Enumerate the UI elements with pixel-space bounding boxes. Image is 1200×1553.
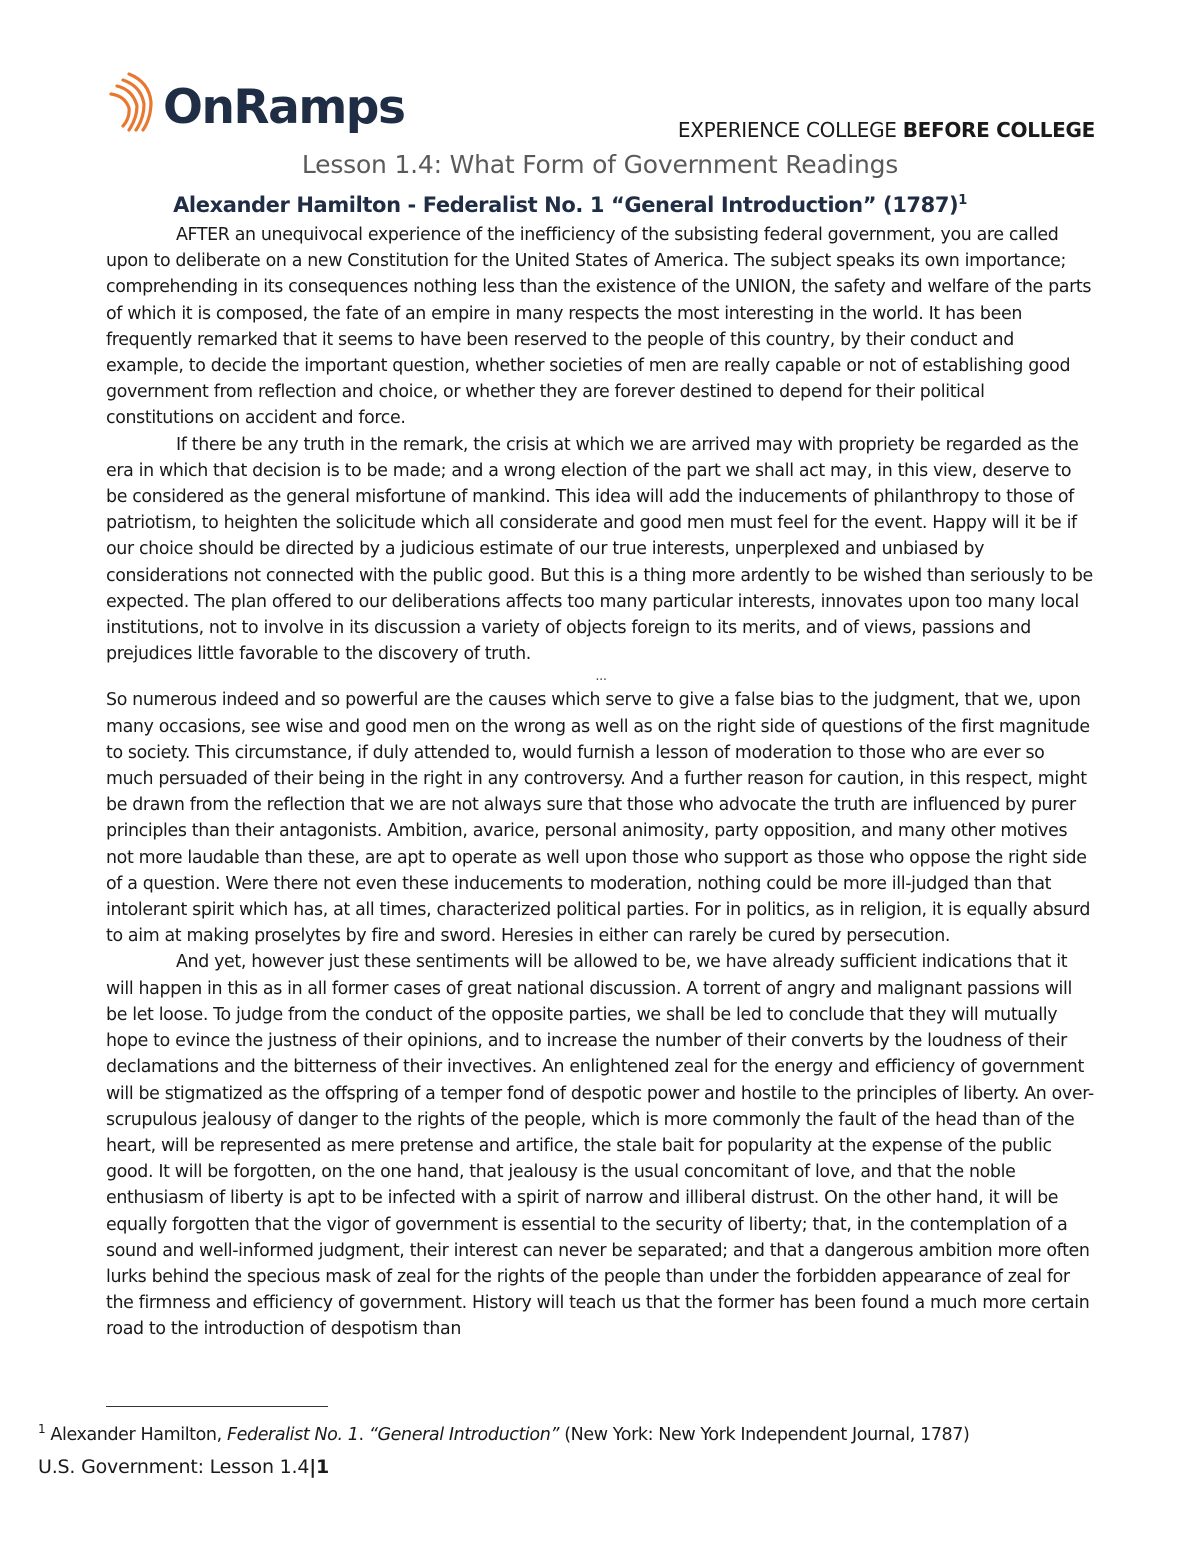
omission-ellipsis: ... (595, 669, 607, 685)
footnote-number: 1 (38, 1422, 46, 1436)
footnote-divider (106, 1406, 328, 1407)
tagline-normal: EXPERIENCE COLLEGE (677, 118, 903, 142)
paragraph: AFTER an unequivocal experience of the inefficiency of the subsisting federal government, you are called upon to deliberate on a new Constitution for the United States of America. The subject speaks its own importance; comprehending in its consequences nothing less than the existence of the UNION, the safety and welfare of the parts of which it is composed, the fate of an empire in many respects the most interesting in the world. It has been frequently remarked that it seems to have been reserved to the people of this country, by their conduct and example, to decide the important question, whether societies of men are really capable or not of establishing good government from reflection and choice, or whether they are forever destined to depend for their political constitutions on accident and force. (106, 225, 1092, 429)
footnote-publication: (New York: New York Independent Journal, 1787) (559, 1424, 970, 1445)
paragraph: If there be any truth in the remark, the crisis at which we are arrived may with propriety be regarded as the era in which that decision is to be made; and a wrong election of the part we shall act may, in this view, deserve to be considered as the general misfortune of mankind. This idea will add the inducements of philanthropy to those of patriotism, to heighten the solicitude which all considerate and good men must feel for the event. Happy will it be if our choice should be directed by a judicious estimate of our true interests, unperplexed and unbiased by considerations not connected with the public good. But this is a thing more ardently to be wished than seriously to be expected. The plan offered to our deliberations affects too many particular interests, innovates upon too many local institutions, not to involve in its discussion a variety of objects foreign to its merits, and of views, passions and prejudices little favorable to the discovery of truth. (106, 434, 1093, 665)
footer-label: U.S. Government: Lesson 1.4 (38, 1456, 310, 1478)
page-footer (38, 1456, 329, 1478)
logo-wordmark: OnRamps (163, 80, 405, 135)
lesson-title: Lesson 1.4: What Form of Government Readings (301, 150, 899, 179)
tagline (678, 118, 1095, 142)
footnote-sep: . (358, 1424, 369, 1445)
paragraph: So numerous indeed and so powerful are the causes which serve to give a false bias to the judgment, that we, upon many occasions, see wise and good men on the wrong as well as on the right side of questions of the first magnitude to society. This circumstance, if duly attended to, would furnish a lesson of moderation to those who are ever so much persuaded of their being in the right in any controversy. And a further reason for caution, in this respect, might be drawn from the reflection that we are not always sure that those who advocate the truth are influenced by purer principles than their antagonists. Ambition, avarice, personal animosity, party opposition, and many other motives not more laudable than these, are apt to operate as well upon those who support as those who oppose the right side of a question. Were there not even these inducements to moderation, nothing could be more ill-judged than that intolerant spirit which has, at all times, characterized political parties. For in politics, as in religion, it is equally absurd to aim at making proselytes by fire and sword. Heresies in either can rarely be cured by persecution. (106, 690, 1091, 947)
onramps-logo (107, 72, 405, 140)
tagline-bold: BEFORE COLLEGE (902, 118, 1095, 142)
footnote-author: Alexander Hamilton, (45, 1424, 227, 1445)
onramps-swoosh-icon (107, 72, 163, 136)
footnote-reference[interactable]: 1 (958, 193, 967, 208)
footer-separator: | (309, 1456, 317, 1478)
footnote-work: Federalist No. 1 (226, 1424, 359, 1445)
page-number: 1 (316, 1456, 330, 1478)
footnote (38, 1422, 969, 1445)
footnote-subtitle: “General Introduction” (368, 1424, 560, 1445)
reading-title-text: Alexander Hamilton - Federalist No. 1 “General Introduction” (1787) (173, 193, 959, 217)
reading-body (106, 222, 1096, 1343)
paragraph: And yet, however just these sentiments will be allowed to be, we have already sufficient indications that it will happen in this as in all former cases of great national discussion. A torrent of angry and malignant passions will be let loose. To judge from the conduct of the opposite parties, we shall be led to conclude that they will mutually hope to evince the justness of their opinions, and to increase the number of their converts by the loudness of their declamations and the bitterness of their invectives. An enlightened zeal for the energy and efficiency of government will be stigmatized as the offspring of a temper fond of despotic power and hostile to the principles of liberty. An over-scrupulous jealousy of danger to the rights of the people, which is more commonly the fault of the head than of the heart, will be represented as mere pretense and artifice, the stale bait for popularity at the expense of the public good. It will be forgotten, on the one hand, that jealousy is the usual concomitant of love, and that the noble enthusiasm of liberty is apt to be infected with a spirit of narrow and illiberal distrust. On the other hand, it will be equally forgotten that the vigor of government is essential to the security of liberty; that, in the contemplation of a sound and well-informed judgment, their interest can never be separated; and that a dangerous ambition more often lurks behind the specious mask of zeal for the rights of the people than under the forbidden appearance of zeal for the firmness and efficiency of government. History will teach us that the former has been found a much more certain road to the introduction of despotism than (106, 952, 1094, 1340)
reading-title (0, 193, 1140, 217)
